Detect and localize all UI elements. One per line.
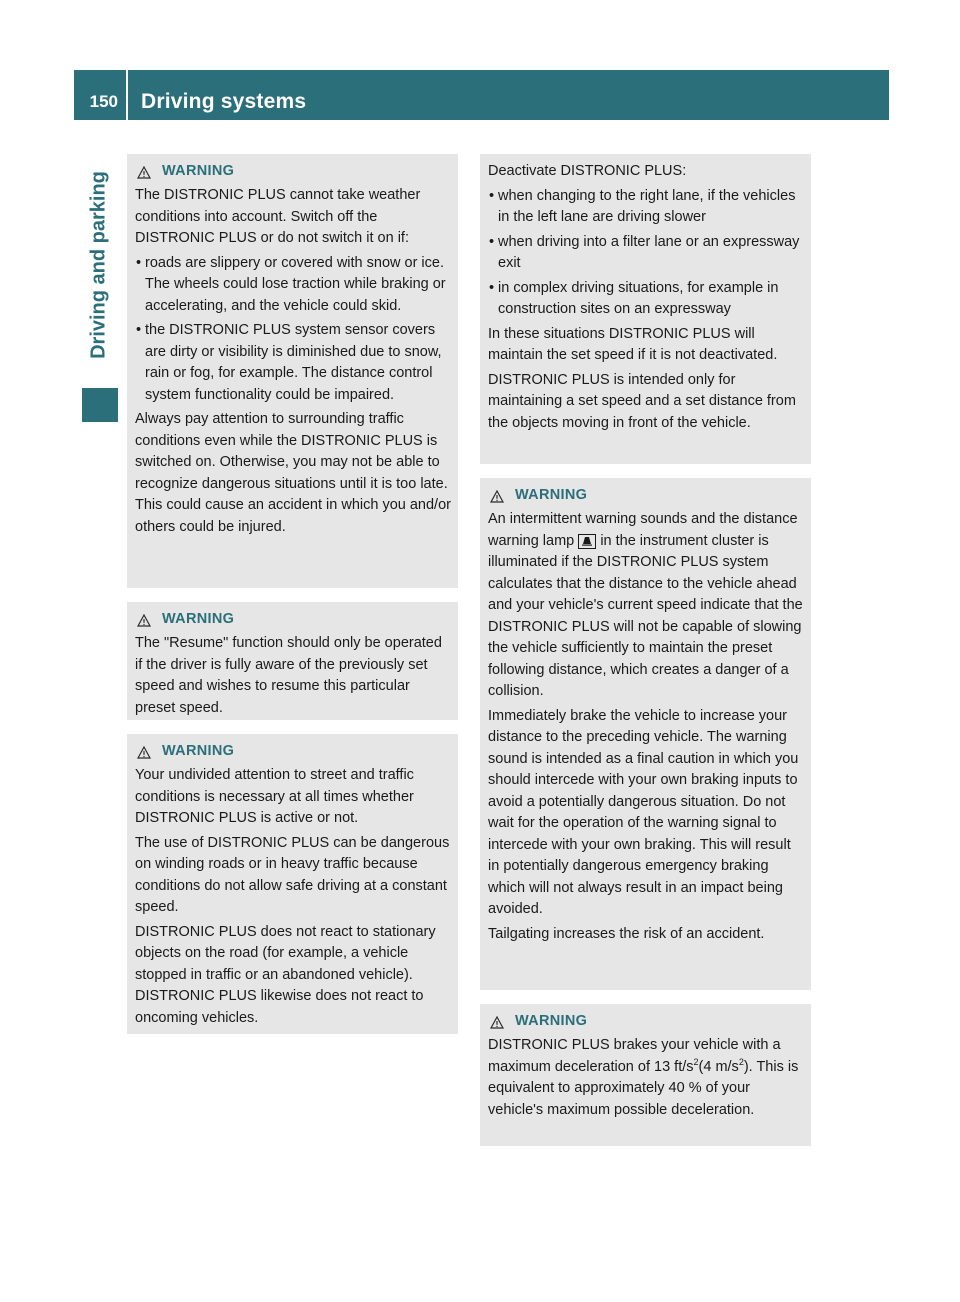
warning-title: WARNING [515,487,588,504]
warning-triangle-icon [137,166,151,179]
warning-triangle-icon [137,614,151,627]
warning-text: The "Resume" function should only be operated if the driver is fully aware of the previously set speed and wishes to resume this particular preset speed. [135,635,442,716]
list-item: • roads are slippery or covered with snow or ice. The wheels could lose traction while braking or accelerating, and the vehicle could skid. [135,253,452,318]
list-item-text: when driving into a filter lane or an expressway exit [498,233,800,271]
warning-paragraph: DISTRONIC PLUS does not react to stationary objects on the road (for example, a vehicle stopped in traffic or an abandoned vehicle). DISTRONIC PLUS likewise does not react to oncoming vehicles. [135,923,436,1026]
distance-warning-lamp-icon [578,534,596,549]
warning-box-braking [480,1004,811,1146]
warning-heading [488,1011,805,1033]
warning-paragraph: The use of DISTRONIC PLUS can be dangerous on winding roads or in heavy traffic because conditions do not allow safe driving at a constant speed. [135,834,450,915]
warning-heading [135,609,452,631]
list-item: • when changing to the right lane, if the vehicles in the left lane are driving slower [488,186,805,229]
superscript: 2 [693,1056,699,1067]
warning-title: WARNING [162,743,235,760]
warning-box-resume [127,602,458,720]
list-item-text: when changing to the right lane, if the vehicles in the left lane are driving slower [498,187,796,225]
superscript: 2 [738,1056,744,1067]
warning-outro: Always pay attention to surrounding traffic conditions even while the DISTRONIC PLUS is switched on. Otherwise, you may not be able to recognize dangerous situations until it is too late. This could cause an accident in which you and/or others could be injured. [135,411,451,535]
warning-paragraph [488,1035,805,1121]
warning-paragraph: Your undivided attention to street and traffic conditions is necessary at all times whether DISTRONIC PLUS is active or not. [135,767,414,826]
warning-heading [488,485,805,507]
page-title: Driving systems [141,90,307,113]
warning-triangle-icon [137,746,151,759]
warning-text-part: DISTRONIC PLUS brakes your vehicle with a maximum deceleration of 13 ft/s [488,1037,781,1075]
info-paragraph: In these situations DISTRONIC PLUS will maintain the set speed if it is not deactivated. [488,325,778,363]
list-item: • the DISTRONIC PLUS system sensor covers are dirty or visibility is diminished due to snow, rain or fog, for example. The distance control system functionality could be impaired. [135,320,452,406]
side-section-text: Driving and parking [87,171,110,359]
warning-paragraph: Tailgating increases the risk of an accident. [488,925,765,942]
list-item-text: roads are slippery or covered with snow or ice. The wheels could lose traction while braking or accelerating, and the vehicle could skid. [145,254,446,314]
warning-box-weather [127,154,458,588]
info-intro: Deactivate DISTRONIC PLUS: [488,163,687,179]
warning-text-part: ). This is equivalent to approximately 40 % of your vehicle's maximum possible deceleration. [488,1058,799,1118]
warning-title: WARNING [162,163,235,180]
info-paragraph: DISTRONIC PLUS is intended only for maintaining a set speed and a set distance from the objects moving in front of the vehicle. [488,371,796,431]
warning-triangle-icon [490,490,504,503]
warning-triangle-icon [490,1016,504,1029]
warning-heading [135,741,452,763]
header-divider [126,70,128,120]
warning-paragraph [488,509,805,703]
list-item-text: the DISTRONIC PLUS system sensor covers are dirty or visibility is diminished due to snow, rain or fog, for example. The distance control system functionality could be impaired. [145,322,442,403]
warning-box-distance [480,478,811,990]
warning-title: WARNING [162,611,235,628]
warning-text-part: (4 m/s [698,1058,739,1075]
warning-box-attention [127,734,458,1034]
warning-heading [135,161,452,183]
side-tab-marker [82,388,118,422]
warning-paragraph: Immediately brake the vehicle to increase your distance to the preceding vehicle. The warning sound is intended as a final caution in which you should intercede with your own braking inputs to avoid a potentially dangerous situation. Do not wait for the operation of the warning signal to intercede with your own braking. This will result in potentially dangerous emergency braking which will not always result in an impact being avoided. [488,707,799,917]
side-section-label [80,155,118,375]
list-item: • when driving into a filter lane or an expressway exit [488,232,805,275]
list-item-text: in complex driving situations, for example in construction sites on an expressway [498,279,779,317]
info-box-deactivate [480,154,811,464]
page-number: 150 [89,92,118,111]
warning-title: WARNING [515,1013,588,1030]
warning-text-part: An intermittent warning sounds and the distance warning lamp [488,511,798,549]
list-item: • in complex driving situations, for example in construction sites on an expressway [488,278,805,321]
warning-intro: The DISTRONIC PLUS cannot take weather conditions into account. Switch off the DISTRONIC PLUS or do not switch it on if: [135,187,421,246]
warning-text-part: in the instrument cluster is illuminated if the DISTRONIC PLUS system calculates that the distance to the vehicle ahead and your vehicle's current speed indicate that the DISTRONIC PLUS will not be capable of slowing the vehicle sufficiently to maintain the preset following distance, which creates a danger of a collision. [488,532,803,699]
